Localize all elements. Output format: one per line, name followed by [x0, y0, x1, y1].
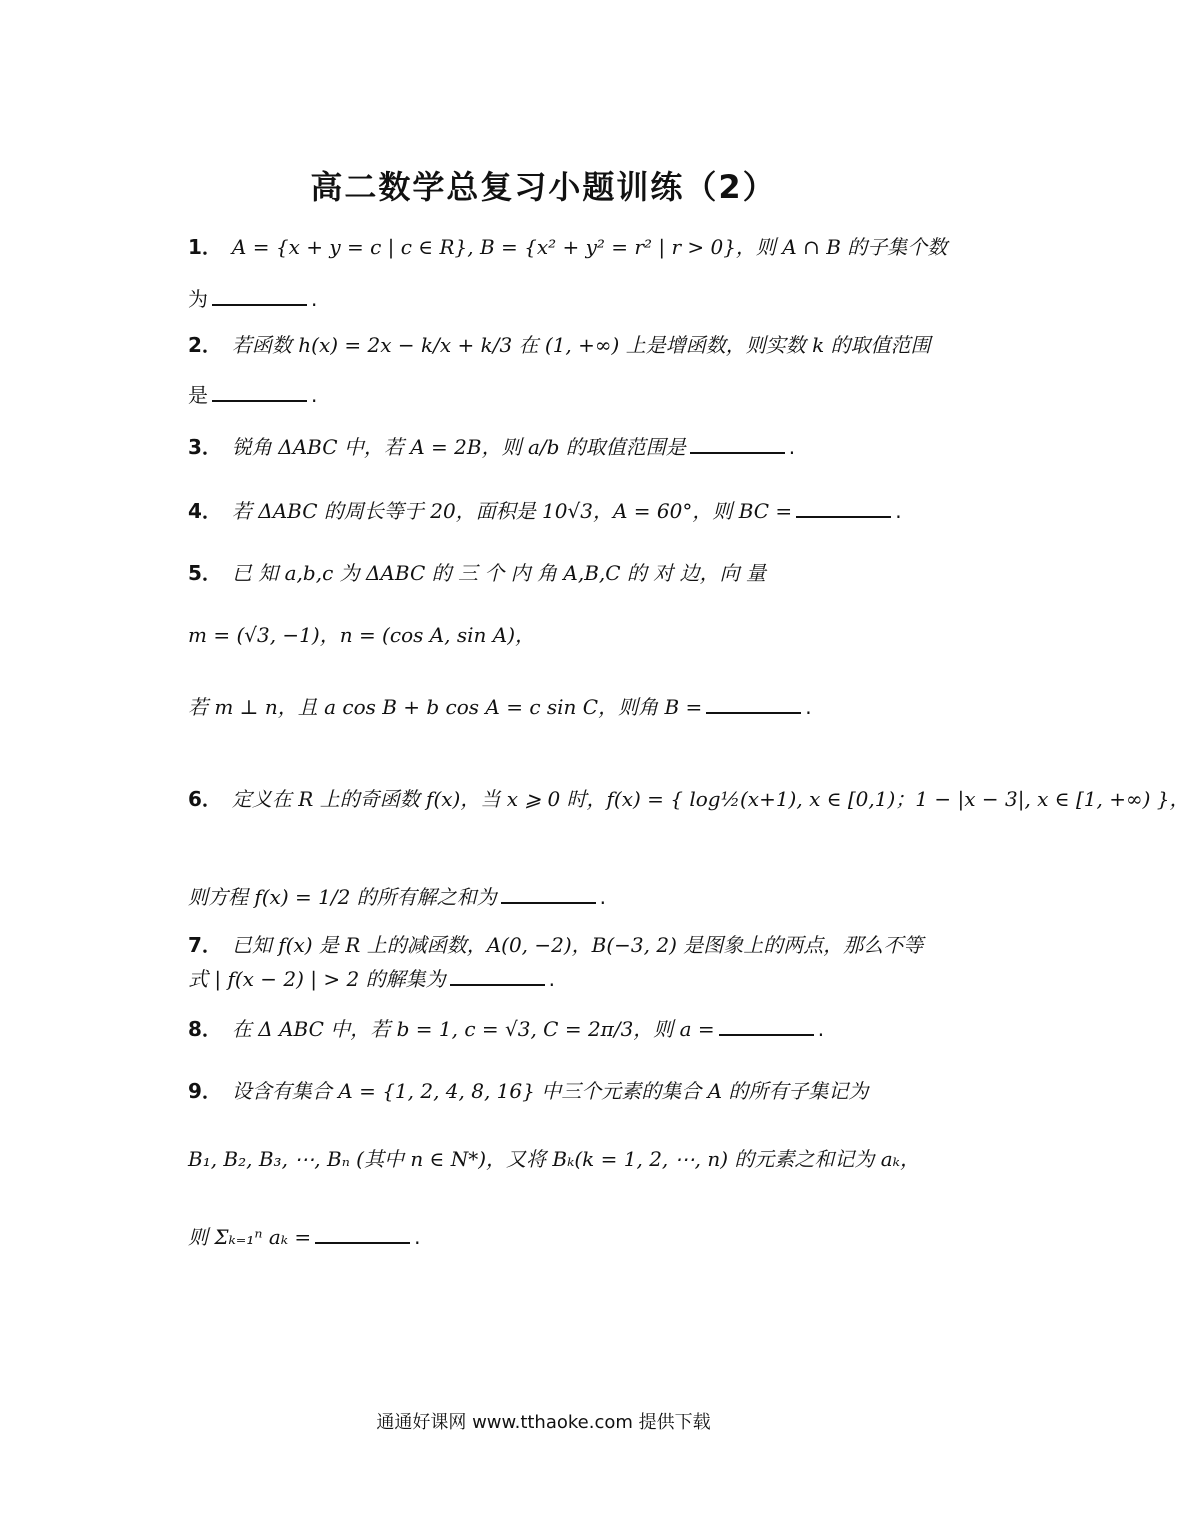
problem-6-line-1	[188, 784, 1190, 814]
problem-2-text: 若函数 h(x) = 2x − k/x + k/3 在 (1, +∞) 上是增函数，则实数 k 的取值范围	[231, 333, 931, 357]
problem-2-text-2: 是	[188, 383, 208, 407]
problem-9-number: 9．	[188, 1079, 222, 1103]
problem-2-number: 2．	[188, 333, 222, 357]
period: .	[788, 435, 796, 459]
problem-5-line-1	[188, 558, 908, 588]
problem-5-line-3	[188, 692, 908, 722]
problem-9-line-1	[188, 1076, 908, 1106]
problem-9-line-3	[188, 1222, 908, 1252]
problem-6-line-2	[188, 882, 908, 912]
answer-blank-4[interactable]	[796, 496, 891, 518]
problem-3-line-1	[188, 432, 908, 462]
period: .	[599, 885, 607, 909]
problem-5-text-3: 若 m ⊥ n，且 a cos B + b cos A = c sin C，则角 B =	[188, 695, 703, 719]
answer-blank-5[interactable]	[706, 692, 801, 714]
answer-blank-6[interactable]	[501, 882, 596, 904]
answer-blank-9[interactable]	[315, 1222, 410, 1244]
period: .	[805, 695, 812, 719]
problem-8-text: 在 Δ ABC 中，若 b = 1, c = √3, C = 2π/3，则 a =	[231, 1017, 715, 1041]
problem-1-text-2: 为	[188, 287, 208, 311]
answer-blank-2[interactable]	[212, 380, 307, 402]
problem-9-text: 设含有集合 A = {1, 2, 4, 8, 16} 中三个元素的集合 A 的所有子集记为	[231, 1079, 869, 1103]
problem-5-text-2: m = (√3, −1)，n = (cos A, sin A)，	[188, 623, 536, 647]
problem-7-text-2: 式 | f(x − 2) | > 2 的解集为	[188, 967, 446, 991]
problem-4-line-1	[188, 496, 908, 526]
problem-7-number: 7．	[188, 933, 222, 957]
problem-9-line-2	[188, 1144, 920, 1174]
period: .	[817, 1017, 825, 1041]
problem-6-text-2: 则方程 f(x) = 1/2 的所有解之和为	[188, 885, 497, 909]
problem-1-line-2	[188, 284, 908, 314]
problem-7-text: 已知 f(x) 是 R 上的减函数，A(0, −2)，B(−3, 2) 是图象上的两点，那么不等	[231, 933, 924, 957]
problem-1-number: 1．	[188, 235, 222, 259]
problem-3-text: 锐角 ΔABC 中，若 A = 2B，则 a/b 的取值范围是	[231, 435, 686, 459]
answer-blank-8[interactable]	[719, 1014, 814, 1036]
problem-8-line-1	[188, 1014, 908, 1044]
problem-2-line-2	[188, 380, 908, 410]
problem-7-line-1	[188, 930, 924, 960]
problem-4-number: 4．	[188, 499, 222, 523]
period: .	[548, 967, 555, 991]
problem-9-text-2: B₁, B₂, B₃, ⋯, Bₙ (其中 n ∈ N*)，又将 Bₖ(k = 1, 2, ⋯, n) 的元素之和记为 aₖ，	[188, 1147, 920, 1171]
answer-blank-1[interactable]	[212, 284, 307, 306]
period: .	[414, 1225, 421, 1249]
problem-8-number: 8．	[188, 1017, 222, 1041]
problem-4-text: 若 ΔABC 的周长等于 20，面积是 10√3，A = 60°，则 BC =	[231, 499, 793, 523]
answer-blank-7[interactable]	[450, 964, 545, 986]
problem-1-text: A = {x + y = c | c ∈ R}, B = {x² + y² = r² | r > 0}，则 A ∩ B 的子集个数	[231, 235, 948, 259]
problem-6-number: 6．	[188, 787, 222, 811]
problem-6-text: 定义在 R 上的奇函数 f(x)，当 x ⩾ 0 时，f(x) = { log½(x+1), x ∈ [0,1)；1 − |x − 3|, x ∈ [1, +∞) }，	[231, 787, 1190, 811]
period: .	[311, 287, 318, 311]
problem-3-number: 3．	[188, 435, 222, 459]
problem-5-number: 5．	[188, 561, 222, 585]
problem-5-text: 已 知 a,b,c 为 ΔABC 的 三 个 内 角 A,B,C 的 对 边，向 量	[231, 561, 766, 585]
problem-9-text-3: 则 Σₖ₌₁ⁿ aₖ =	[188, 1225, 312, 1249]
period: .	[895, 499, 902, 523]
problem-1-line-1	[188, 232, 948, 262]
problem-5-line-2	[188, 620, 908, 650]
problem-2-line-1	[188, 330, 931, 360]
footer-credit: 通通好课网 www.tthaoke.com 提供下载	[376, 1412, 711, 1433]
period: .	[311, 383, 318, 407]
answer-blank-3[interactable]	[690, 432, 785, 454]
problem-7-line-2	[188, 964, 908, 994]
page-title: 高二数学总复习小题训练（2）	[310, 168, 777, 206]
